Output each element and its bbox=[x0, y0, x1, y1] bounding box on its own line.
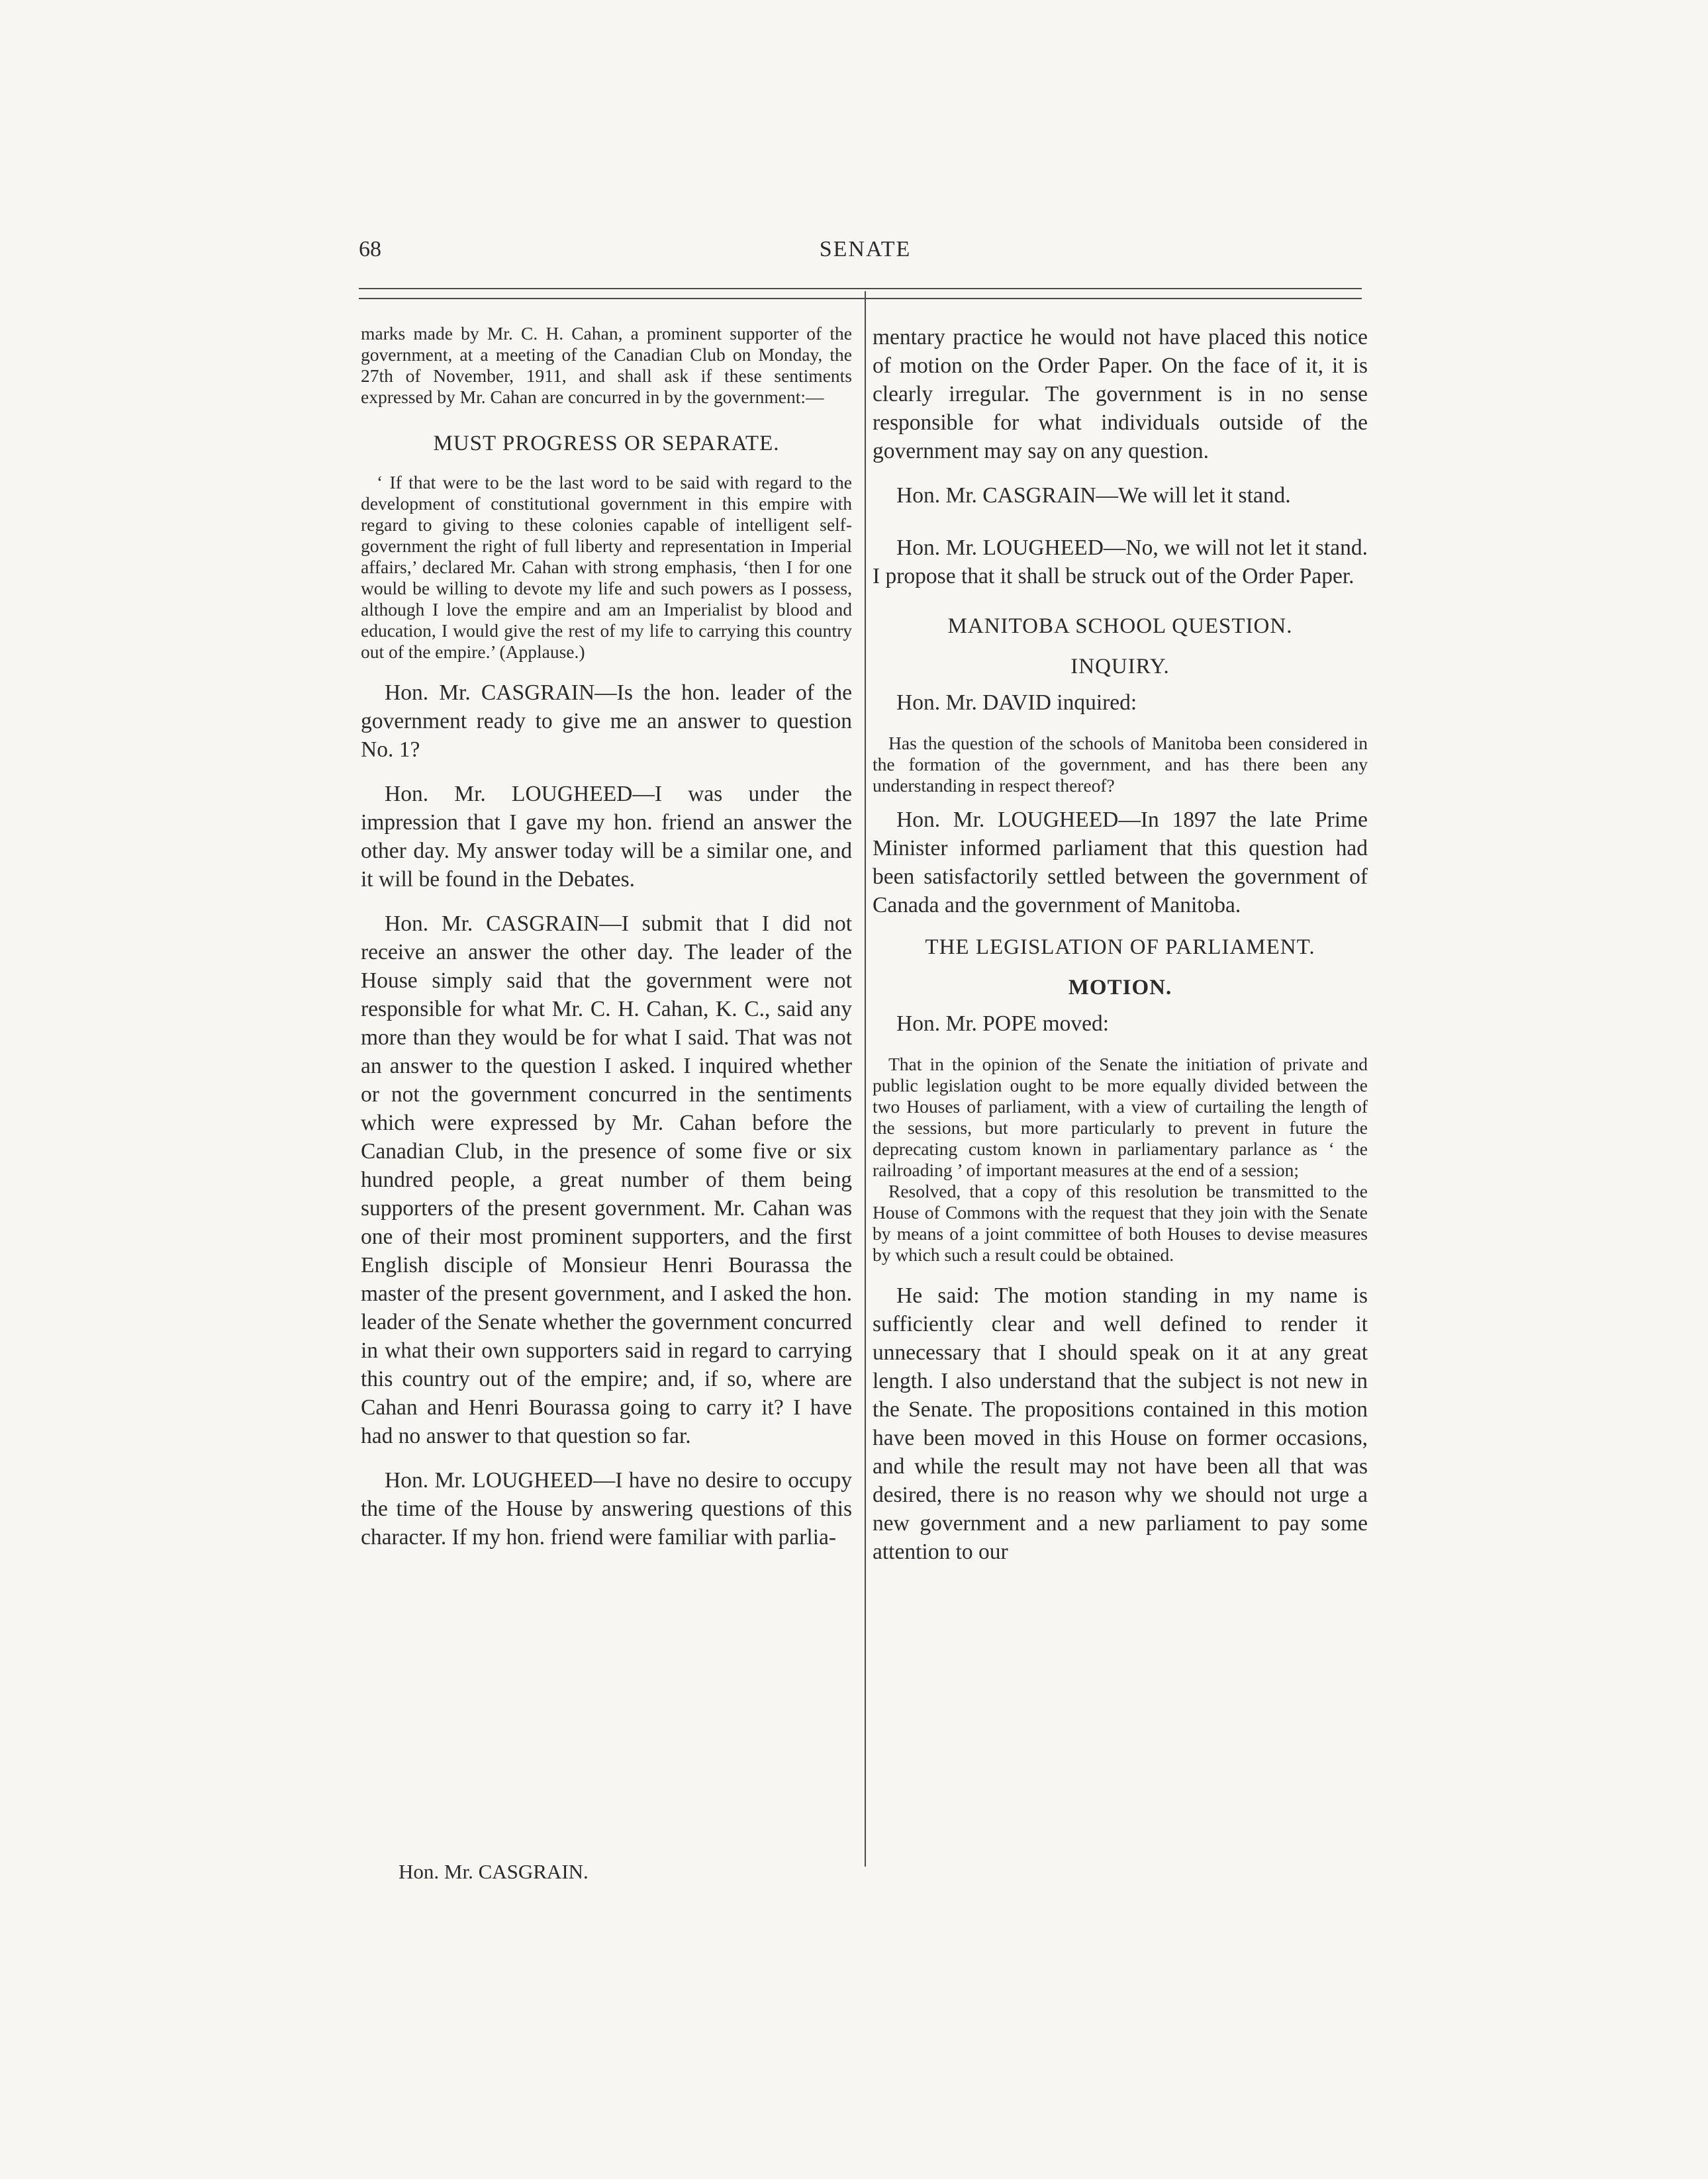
header-rule-bottom bbox=[359, 298, 1362, 299]
inquiry-text: Has the question of the schools of Manitoba been considered in the formation of the government, and has there been any understanding in respect thereof? bbox=[873, 733, 1368, 796]
motion-text: Resolved, that a copy of this resolution be transmitted to the House of Commons with the request that they join with the Senate by means of a joint committee of both Houses to devise measures by which such a result could be obtained. bbox=[873, 1181, 1368, 1265]
speech-paragraph: Hon. Mr. DAVID inquired: bbox=[896, 690, 1137, 715]
intro-paragraph: marks made by Mr. C. H. Cahan, a prominent supporter of the government, at a meeting of the Canadian Club on Monday, the 27th of November, 1911, and shall ask if these sentiments expressed by Mr. Cahan are concurred in by the government:— bbox=[361, 323, 852, 407]
speech-paragraph: Hon. Mr. CASGRAIN—I submit that I did not receive an answer the other day. The leader of the House simply said that the government were not responsible for what Mr. C. H. Cahan, K. C., said any more than they would be for what I said. That was not an answer to the question I asked. I inquired whether or not the government concurred in the sentiments which were expressed by Mr. Cahan before the Canadian Club, in the presence of some five or six hundred people, a great number of them being supporters of the present government. Mr. Cahan was one of their most prominent supporters, and the first English disciple of Monsieur Henri Bourassa the master of the present government, and I asked the hon. leader of the Senate whether the government concurred in what their own supporters said in regard to carrying this country out of the empire; and, if so, where are Cahan and Henri Bourassa going to carry it? I have had no answer to that question so far. bbox=[361, 911, 852, 1448]
right-column bbox=[873, 323, 1368, 1566]
speech-paragraph: Hon. Mr. LOUGHEED—I was under the impression that I gave my hon. friend an answer the other day. My answer today will be a similar one, and it will be found in the Debates. bbox=[361, 782, 852, 892]
speech-paragraph: Hon. Mr. LOUGHEED—I have no desire to occupy the time of the House by answering questions of this character. If my hon. friend were familiar with parlia- bbox=[361, 1468, 852, 1550]
quoted-passage: ‘ If that were to be the last word to be said with regard to the development of constitutional government in this empire with regard to giving to these colonies capable of intelligent self-government the right of full liberty and representation in Imperial affairs,’ declared Mr. Cahan with strong emphasis, ‘then I for one would be willing to devote my life and such powers as I possess, although I love the empire and am an Imperialist by blood and education, I would give the rest of my life to carrying this country out of the empire.’ (Applause.) bbox=[361, 472, 852, 662]
speech-paragraph: Hon. Mr. LOUGHEED—In 1897 the late Prime Minister informed parliament that this question had been satisfactorily settled between the government of Canada and the government of Manitoba. bbox=[873, 808, 1368, 917]
subheading: MOTION. bbox=[1068, 976, 1172, 999]
speech-paragraph: He said: The motion standing in my name is sufficiently clear and well defined to render it unnecessary that I should speak on it at any great length. I also understand that the subject is not new in the Senate. The propositions contained in this motion have been moved in this House on former occasions, and while the result may not have been all that was desired, there is no reason why we should not urge a new government and a new parliament to pay some attention to our bbox=[873, 1283, 1368, 1564]
catchword: Hon. Mr. CASGRAIN. bbox=[399, 1860, 589, 1883]
subheading: INQUIRY. bbox=[1070, 655, 1170, 678]
motion-text: That in the opinion of the Senate the initiation of private and public legislation ought to be more equally divided between the two Houses of parliament, with a view of curtailing the length of the sessions, but more particularly to prevent in future the deprecating custom known in parliamentary parlance as ‘ the railroading ’ of important measures at the end of a session; bbox=[873, 1054, 1368, 1180]
section-heading: THE LEGISLATION OF PARLIAMENT. bbox=[925, 935, 1315, 959]
section-heading: MUST PROGRESS OR SEPARATE. bbox=[433, 432, 780, 455]
speech-paragraph: Hon. Mr. CASGRAIN—We will let it stand. bbox=[896, 483, 1291, 508]
column-divider bbox=[865, 291, 866, 1867]
page-number: 68 bbox=[359, 237, 381, 261]
speech-paragraph: Hon. Mr. POPE moved: bbox=[896, 1011, 1110, 1036]
section-heading: MANITOBA SCHOOL QUESTION. bbox=[947, 614, 1293, 638]
speech-paragraph: mentary practice he would not have placed this notice of motion on the Order Paper. On the face of it, it is clearly irregular. The government is in no sense responsible for what individuals outside of the government may say on any question. bbox=[873, 325, 1368, 463]
speech-paragraph: Hon. Mr. LOUGHEED—No, we will not let it stand. I propose that it shall be struck out of the Order Paper. bbox=[873, 535, 1368, 588]
left-column bbox=[361, 323, 852, 1552]
header-rule-top bbox=[359, 288, 1362, 289]
speech-paragraph: Hon. Mr. CASGRAIN—Is the hon. leader of the government ready to give me an answer to question No. 1? bbox=[361, 680, 852, 762]
running-head: SENATE bbox=[819, 237, 912, 261]
page-header bbox=[359, 237, 1372, 270]
